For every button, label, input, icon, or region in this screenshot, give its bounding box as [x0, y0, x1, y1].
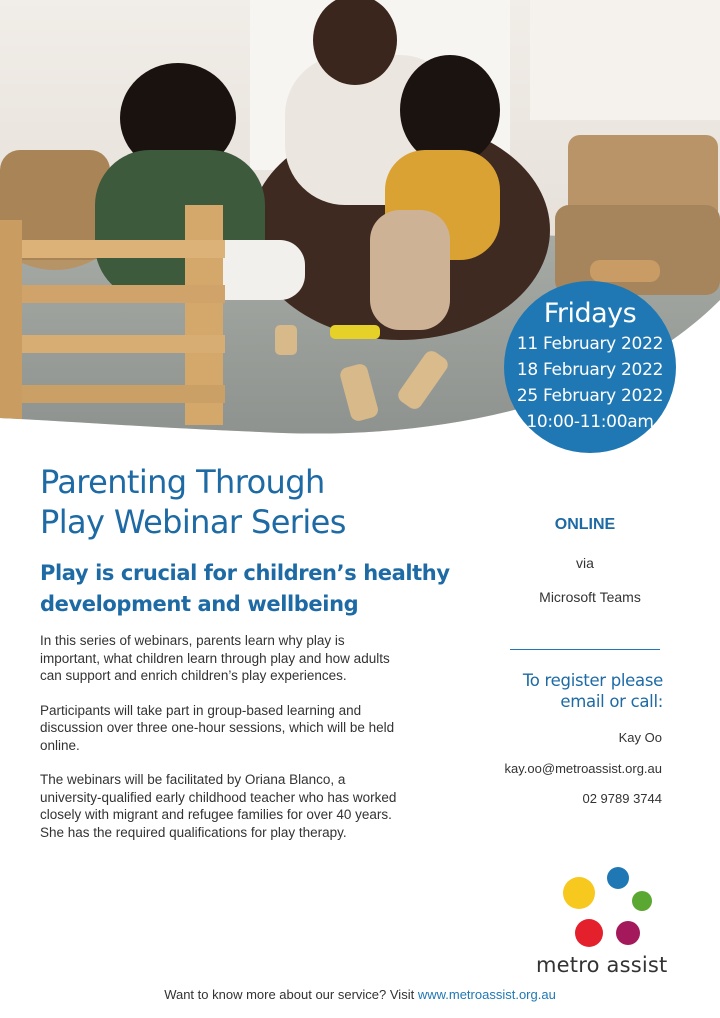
- subtitle-line-2: development and wellbeing: [40, 592, 359, 616]
- delivery-via: via: [576, 555, 594, 571]
- register-prompt: [470, 670, 663, 712]
- session-date-3: 25 February 2022: [516, 386, 664, 406]
- page-subtitle: [40, 558, 480, 620]
- logo-dot-yellow: [563, 877, 595, 909]
- session-time: 10:00-11:00am: [526, 412, 654, 432]
- divider: [510, 649, 660, 650]
- logo-dot-purple: [616, 921, 640, 945]
- paragraph-facilitator: The webinars will be facilitated by Oriana Blanco, a university-qualified early childhood teacher who has worked closely with migrant and refugee families for over 40 years. She has the required qualifications for play therapy.: [40, 772, 397, 840]
- delivery-mode: ONLINE: [554, 516, 616, 533]
- register-prompt-line-2: email or call:: [560, 692, 663, 711]
- subtitle-line-1: Play is crucial for children’s healthy: [40, 561, 450, 585]
- paragraph-intro: In this series of webinars, parents learn why play is important, what children learn through play and how adults can support and enrich children’s play experiences.: [40, 633, 390, 683]
- session-date-1: 11 February 2022: [516, 334, 664, 354]
- metro-assist-logo: [530, 860, 690, 980]
- session-day: Fridays: [543, 298, 637, 329]
- session-date-2: 18 February 2022: [516, 360, 664, 380]
- page-title: [40, 462, 480, 542]
- contact-phone[interactable]: 02 9789 3744: [582, 791, 662, 806]
- contact-name: Kay Oo: [618, 730, 662, 745]
- footer: [0, 987, 720, 1002]
- session-dates-badge: [504, 281, 676, 453]
- logo-dot-blue: [607, 867, 629, 889]
- footer-website-link[interactable]: www.metroassist.org.au: [417, 987, 556, 1002]
- paragraph-format: Participants will take part in group-based learning and discussion over three one-hour sessions, which will be held online.: [40, 702, 395, 753]
- logo-wordmark: metro assist: [536, 953, 668, 977]
- delivery-platform: Microsoft Teams: [539, 589, 641, 605]
- description: [40, 632, 400, 858]
- logo-dot-red: [575, 919, 603, 947]
- contact-email-link[interactable]: kay.oo@metroassist.org.au: [504, 761, 662, 776]
- footer-text: Want to know more about our service? Visit: [164, 987, 418, 1002]
- title-line-1: Parenting Through: [40, 463, 325, 501]
- logo-dot-green: [632, 891, 652, 911]
- title-line-2: Play Webinar Series: [40, 503, 346, 541]
- register-prompt-line-1: To register please: [522, 671, 663, 690]
